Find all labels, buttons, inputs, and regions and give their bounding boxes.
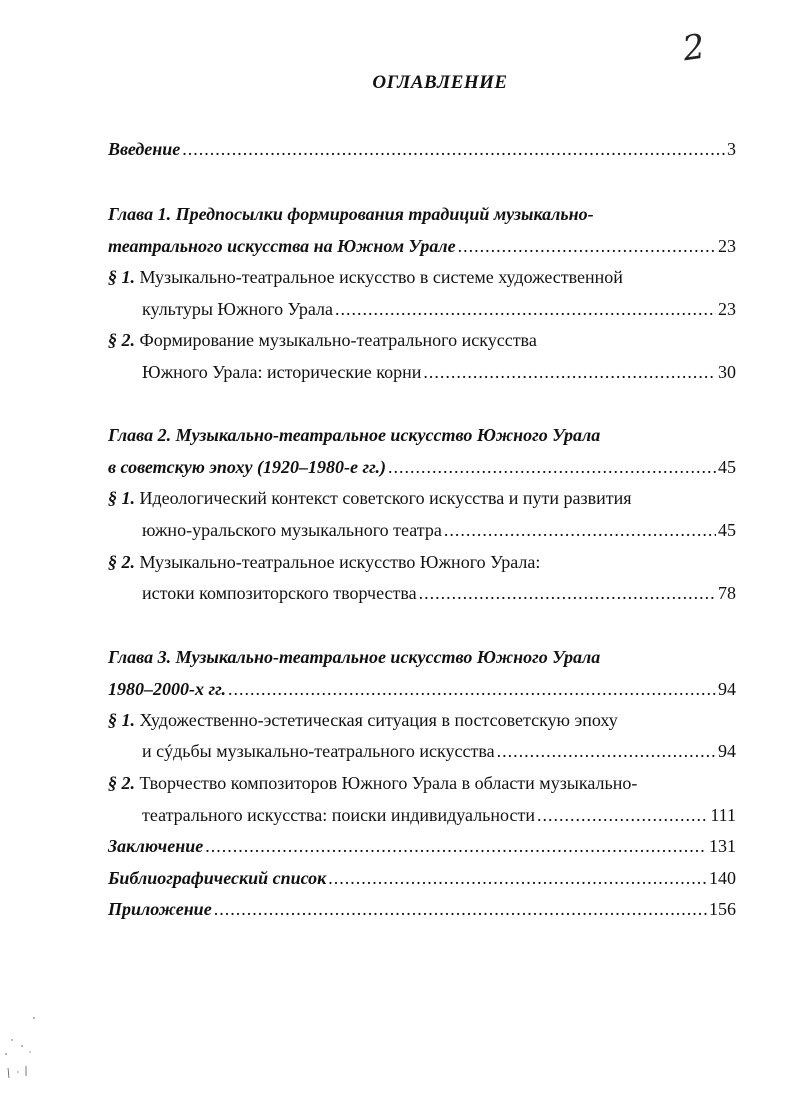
toc-ch2-sec2-line-2: [142, 581, 736, 605]
toc-leader-dots: [228, 677, 716, 701]
toc-entry-page: 45: [718, 457, 736, 477]
toc-leader-dots: [458, 234, 716, 258]
toc-entry-label: Глава 3. Музыкально-театральное искусство Южного Урала: [108, 647, 601, 667]
toc-entry-page: 140: [709, 868, 736, 888]
toc-entry-label: Музыкально-театральное искусство Южного Урала:: [139, 552, 541, 572]
toc-entry-label: Творчество композиторов Южного Урала в области музыкально-: [139, 773, 638, 793]
section-mark: § 1.: [108, 488, 135, 508]
toc-leader-dots: [388, 455, 716, 479]
toc-entry-label: Заключение: [108, 836, 204, 856]
toc-entry-page: 30: [718, 362, 736, 382]
toc-chapter-2-line-1: [108, 423, 736, 447]
toc-entry-label: Музыкально-театральное искусство в системе художественной: [139, 267, 623, 287]
toc-entry-label: и сýдьбы музыкально-театрального искусства: [142, 741, 495, 761]
toc-entry-label: Глава 2. Музыкально-театральное искусство Южного Урала: [108, 425, 601, 445]
toc-ch1-sec2-line-2: [142, 360, 736, 384]
section-mark: § 2.: [108, 330, 135, 350]
toc-entry-introduction: [108, 137, 736, 161]
toc-chapter-1-line-2: [108, 234, 736, 258]
toc-entry-page: 45: [718, 520, 736, 540]
toc-ch2-sec1-line-1: [108, 486, 736, 510]
toc-ch2-sec2-line-1: [108, 550, 736, 574]
toc-entry-label: 1980–2000-х гг.: [108, 679, 227, 699]
toc-ch3-sec1-line-1: [108, 708, 736, 732]
toc-entry-page: 111: [710, 805, 736, 825]
toc-entry-conclusion: [108, 834, 736, 858]
toc-leader-dots: [328, 866, 707, 890]
toc-entry-label: культуры Южного Урала: [142, 299, 333, 319]
toc-chapter-2-line-2: [108, 455, 736, 479]
toc-leader-dots: [419, 581, 716, 605]
toc-chapter-3-line-2: [108, 677, 736, 701]
toc-ch3-sec2-line-2: [142, 803, 736, 827]
toc-entry-label: южно-уральского музыкального театра: [142, 520, 442, 540]
toc-entry-page: 78: [718, 583, 736, 603]
toc-leader-dots: [423, 360, 716, 384]
toc-entry-label: Приложение: [108, 899, 212, 919]
toc-leader-dots: [444, 518, 716, 542]
toc-entry-label: истоки композиторского творчества: [142, 583, 417, 603]
toc-ch1-sec1-line-1: [108, 265, 736, 289]
toc-chapter-3-line-1: [108, 645, 736, 669]
toc-entry-label: театрального искусства: поиски индивидуальности: [142, 805, 535, 825]
page-title: ОГЛАВЛЕНИЕ: [372, 72, 508, 93]
toc-entry-page: 156: [709, 899, 736, 919]
section-mark: § 2.: [108, 773, 135, 793]
toc-entry-page: 131: [709, 836, 736, 856]
toc-leader-dots: [497, 739, 716, 763]
handwritten-page-number: 2: [680, 26, 708, 70]
section-mark: § 2.: [108, 552, 135, 572]
toc-entry-page: 94: [718, 679, 736, 699]
toc-ch2-sec1-line-2: [142, 518, 736, 542]
toc-ch1-sec2-line-1: [108, 328, 736, 352]
toc-entry-label: Введение: [108, 139, 181, 159]
toc-leader-dots: [182, 137, 725, 161]
toc-entry-page: 23: [718, 299, 736, 319]
toc-chapter-1-line-1: [108, 202, 736, 226]
toc-entry-bibliography: [108, 866, 736, 890]
toc-leader-dots: [214, 897, 707, 921]
toc-entry-label: Южного Урала: исторические корни: [142, 362, 422, 382]
toc-entry-label: в советскую эпоху (1920–1980-е гг.): [108, 457, 387, 477]
toc-entry-label: Библиографический список: [108, 868, 327, 888]
toc-ch3-sec1-line-2: [142, 739, 736, 763]
toc-entry-label: театрального искусства на Южном Урале: [108, 236, 456, 256]
toc-entry-label: Идеологический контекст советского искусства и пути развития: [139, 488, 632, 508]
toc-entry-appendix: [108, 897, 736, 921]
section-mark: § 1.: [108, 710, 135, 730]
toc-ch3-sec2-line-1: [108, 771, 736, 795]
toc-leader-dots: [537, 803, 708, 827]
toc-ch1-sec1-line-2: [142, 297, 736, 321]
toc-entry-page: 23: [718, 236, 736, 256]
toc-leader-dots: [335, 297, 716, 321]
toc-entry-label: Художественно-эстетическая ситуация в постсоветскую эпоху: [139, 710, 618, 730]
toc-entry-page: 94: [718, 741, 736, 761]
scan-noise-specks: [0, 1010, 60, 1090]
toc-entry-label: Глава 1. Предпосылки формирования традиций музыкально-: [108, 204, 594, 224]
toc-leader-dots: [205, 834, 707, 858]
toc-entry-label: Формирование музыкально-театрального искусства: [139, 330, 537, 350]
toc-entry-page: 3: [727, 139, 736, 159]
section-mark: § 1.: [108, 267, 135, 287]
